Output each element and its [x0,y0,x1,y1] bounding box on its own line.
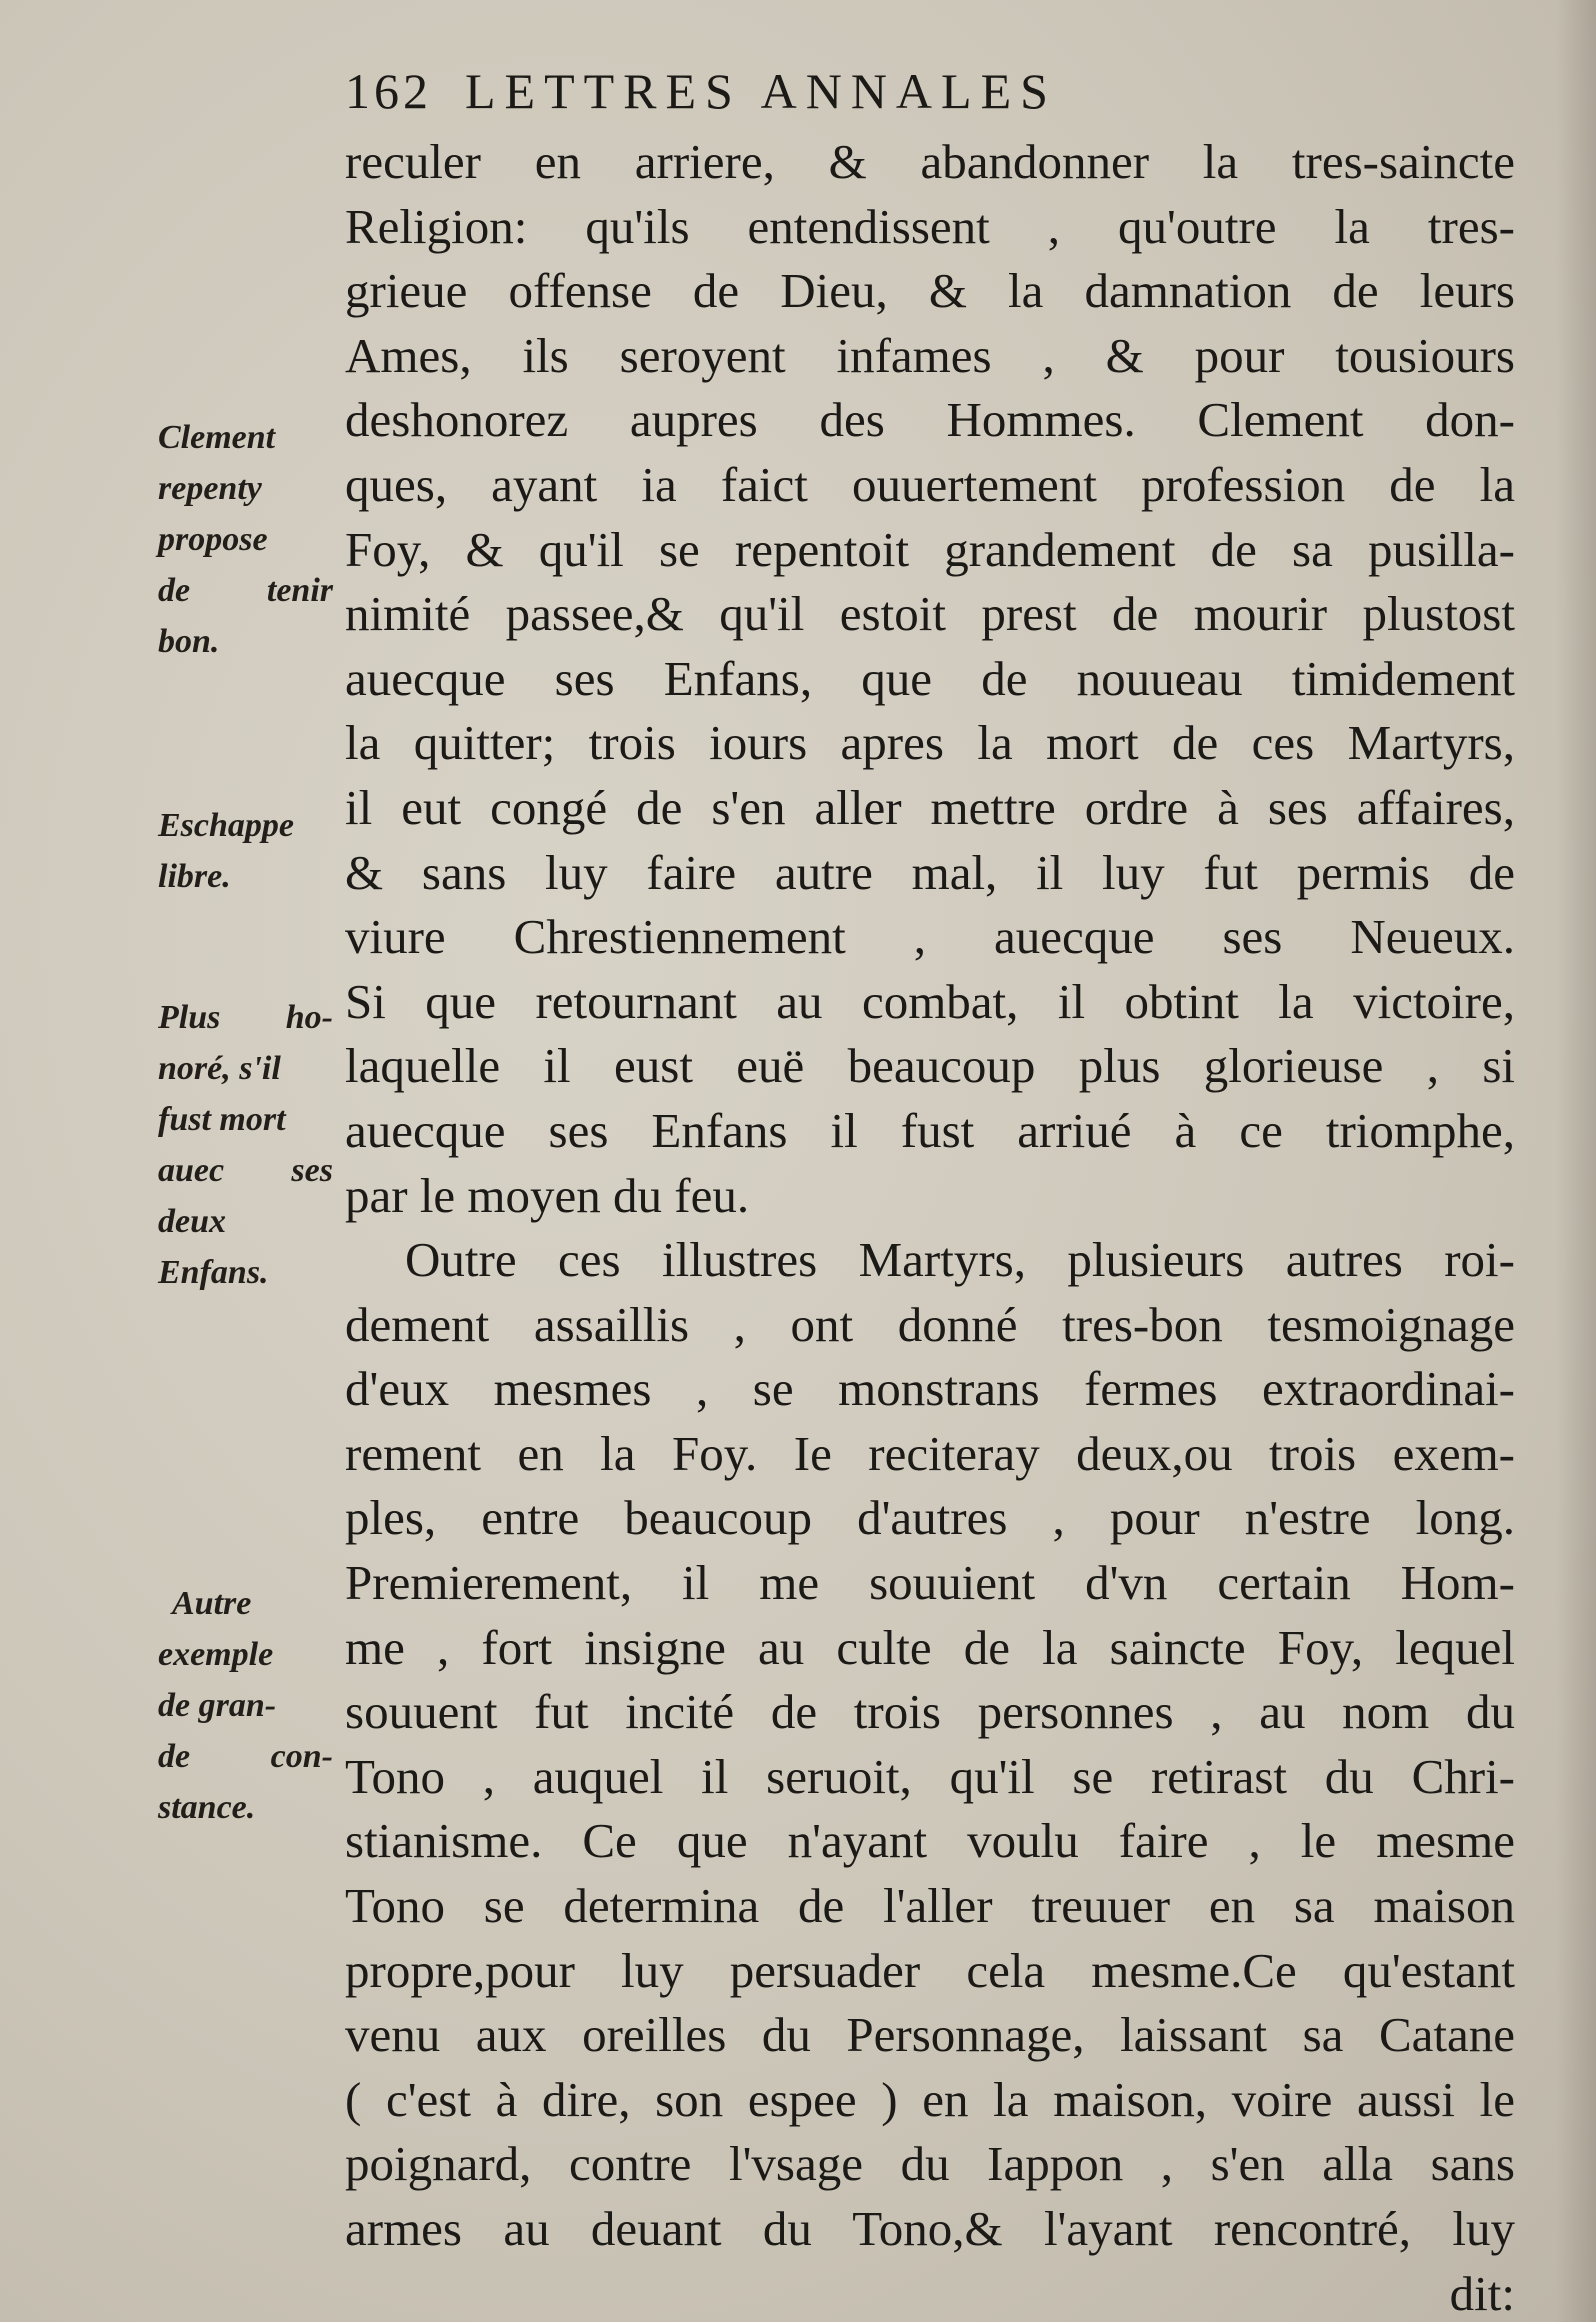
text-line: dement assaillis , ont donné tres-bon tesmoignage [345,1296,1515,1352]
running-head [345,62,1345,132]
text-line: & sans luy faire autre mal, il luy fut permis de [345,844,1515,900]
text-line: Tono se determina de l'aller treuuer en sa maison [345,1878,1515,1934]
text-line: Tono , auquel il seruoit, qu'il se retirast du Chri- [345,1748,1515,1804]
text-line: ( c'est à dire, son espee ) en la maison, voire aussi le [345,2071,1515,2127]
text-line: souuent fut incité de trois personnes , au nom du [345,1684,1515,1740]
margin-note-line: libre. [158,858,231,895]
margin-note-line: noré, s'il [158,1050,281,1087]
text-line: auecque ses Enfans, que de nouueau timidement [345,650,1515,706]
page-edge-shadow [1556,0,1596,2322]
text-line: stianisme. Ce que n'ayant voulu faire , le mesme [345,1813,1515,1869]
margin-note-line: repenty [158,470,262,507]
text-line: nimité passee,& qu'il estoit prest de mourir plustost [345,586,1515,642]
text-line: Premierement, il me souuient d'vn certain Hom- [345,1555,1515,1611]
margin-note-clement [158,412,333,667]
margin-note-line: Eschappe [158,807,294,844]
text-line: me , fort insigne au culte de la saincte Foy, lequel [345,1619,1515,1675]
text-line: armes au deuant du Tono,& l'ayant rencontré, luy [345,2201,1515,2256]
catchword-line: dit: [1449,2265,1515,2321]
paragraph-start-line: Outre ces illustres Martyrs, plusieurs autres roi- [405,1232,1515,1288]
margin-note-line: stance. [158,1789,256,1826]
text-line: il eut congé de s'en aller mettre ordre à ses affaires, [345,779,1515,835]
margin-note-line: auec ses [158,1152,333,1189]
body-text [345,130,1515,2322]
margin-note-line: de gran- [158,1687,277,1724]
text-line: par le moyen du feu. [345,1167,750,1223]
text-line: Foy, & qu'il se repentoit grandement de sa pusilla- [345,521,1515,577]
text-line: laquelle il eust euë beaucoup plus glorieuse , si [345,1038,1515,1094]
text-line: reculer en arriere, & abandonner la tres-saincte [345,134,1515,189]
text-line: Religion: qu'ils entendissent , qu'outre la tres- [345,198,1515,254]
margin-note-line: propose [158,521,268,558]
text-line: viure Chrestiennement , auecque ses Neueux. [345,909,1515,965]
text-line: Si que retournant au combat, il obtint la victoire, [345,973,1515,1029]
text-line: ples, entre beaucoup d'autres , pour n'estre long. [345,1490,1515,1546]
margin-note-line: Autre [172,1585,252,1622]
text-line: deshonorez aupres des Hommes. Clement don- [345,392,1515,448]
margin-note-plus-honore [158,992,333,1298]
text-line: la quitter; trois iours apres la mort de ces Martyrs, [345,715,1515,771]
margin-note-line: Clement [158,419,276,456]
margin-note-line: exemple [158,1636,274,1673]
margin-note-eschappe [158,800,333,902]
page-number: 162 [345,63,432,119]
margin-note-line: Plus ho- [158,999,333,1036]
margin-note-line: fust mort [158,1101,286,1138]
text-line: ques, ayant ia faict ouuertement profession de la [345,456,1515,512]
text-line: auecque ses Enfans il fust arriué à ce triomphe, [345,1102,1515,1158]
text-line: Ames, ils seroyent infames , & pour tousiours [345,327,1515,383]
text-line: grieue offense de Dieu, & la damnation de leurs [345,263,1515,319]
margin-note-line: de con- [158,1738,333,1775]
margin-note-line: deux [158,1203,226,1240]
margin-note-line: de tenir [158,572,333,609]
text-line: rement en la Foy. Ie reciteray deux,ou trois exem- [345,1425,1515,1481]
text-line: d'eux mesmes , se monstrans fermes extraordinai- [345,1361,1515,1417]
margin-note-line: Enfans. [158,1254,269,1291]
text-line: venu aux oreilles du Personnage, laissant sa Catane [345,2007,1515,2063]
margin-note-autre-exemple [158,1578,333,1833]
margin-note-line: bon. [158,623,220,660]
text-line: poignard, contre l'vsage du Iappon , s'en alla sans [345,2136,1515,2192]
text-line: propre,pour luy persuader cela mesme.Ce qu'estant [345,1942,1515,1998]
running-title: LETTRES ANNALES [465,63,1057,119]
